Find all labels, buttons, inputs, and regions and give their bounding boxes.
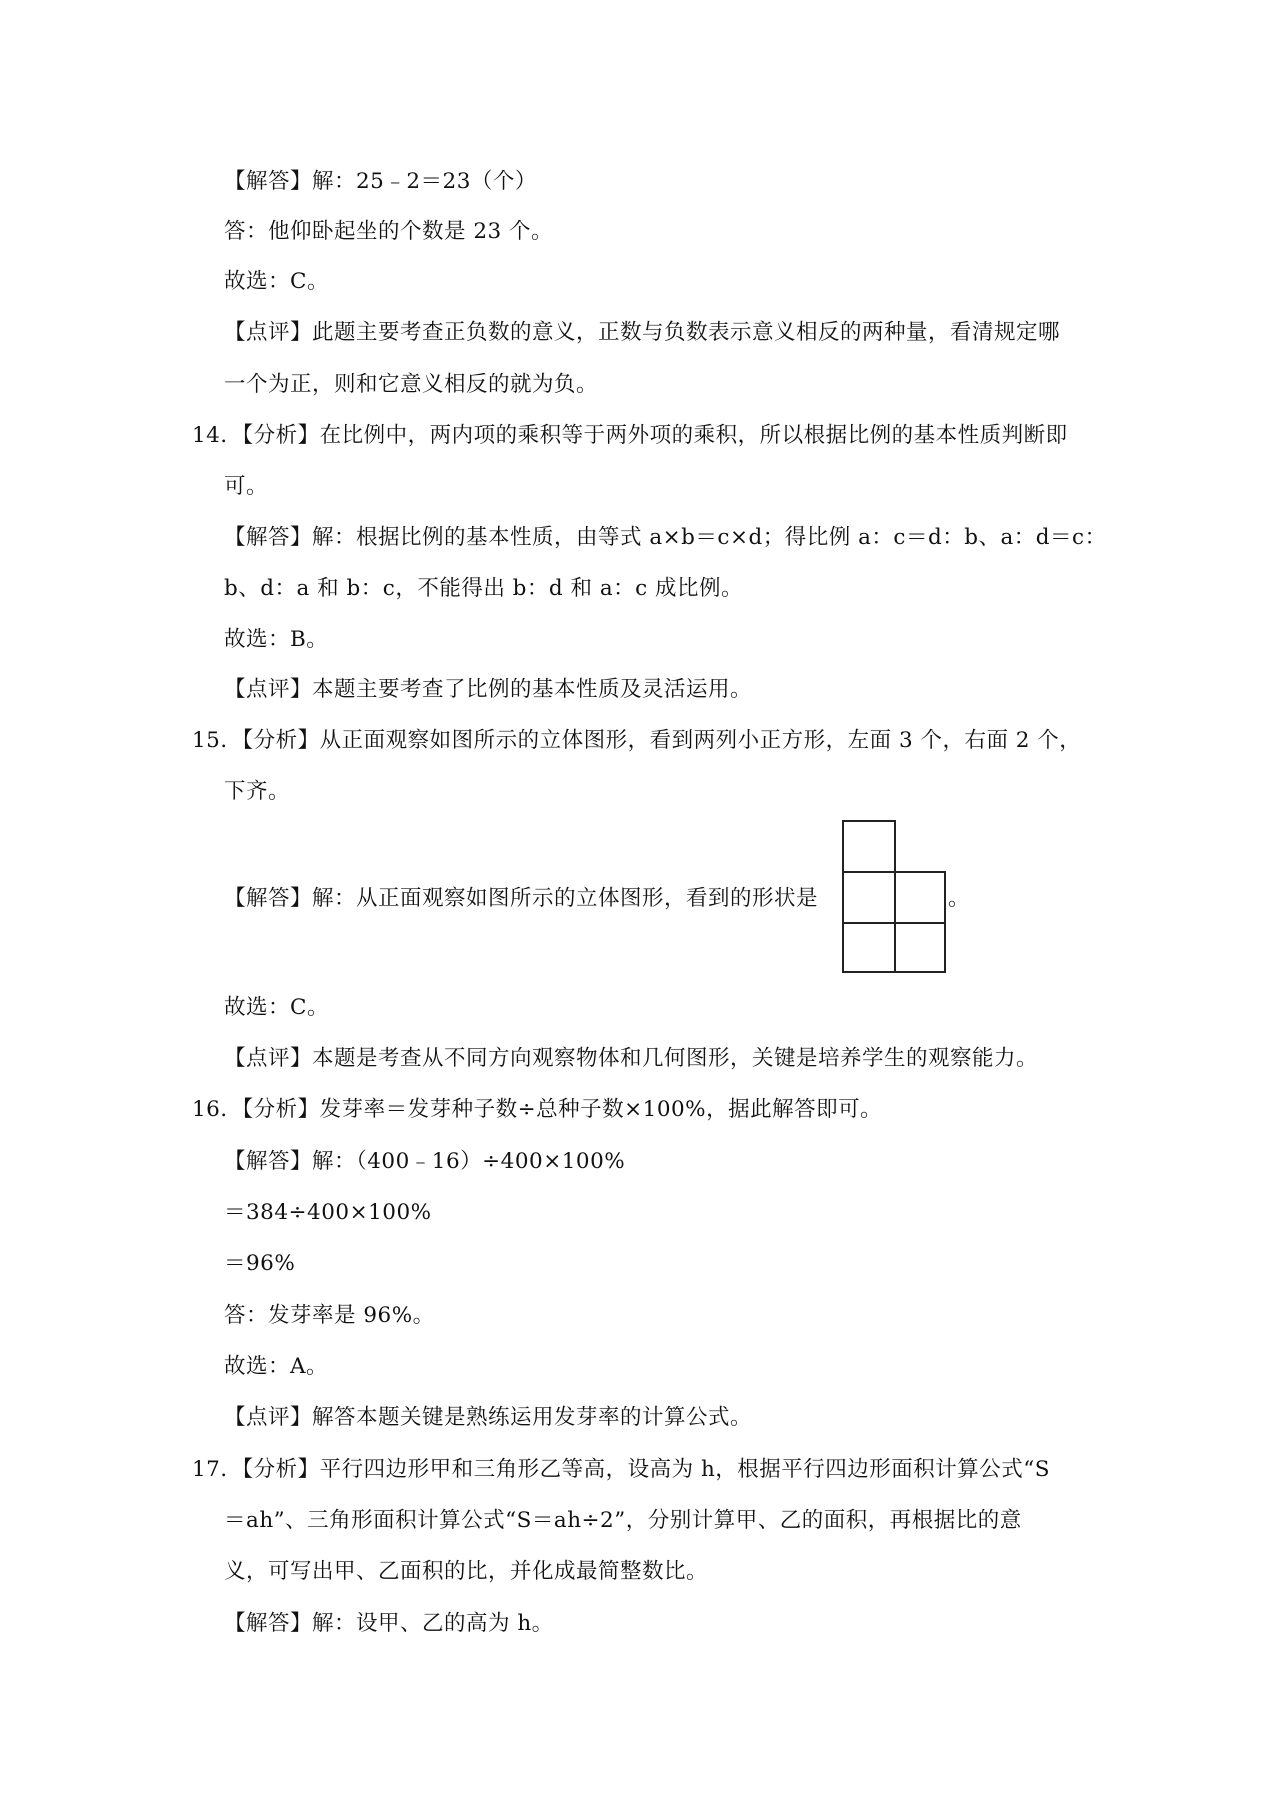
figure-square bbox=[894, 922, 946, 973]
text-line: 14．【分析】在比例中，两内项的乘积等于两外项的乘积，所以根据比例的基本性质判断即 bbox=[192, 423, 1068, 448]
text-line: 16．【分析】发芽率＝发芽种子数÷总种子数×100%，据此解答即可。 bbox=[192, 1097, 883, 1122]
text-line: ＝384÷400×100% bbox=[224, 1200, 432, 1225]
text-line: 【点评】解答本题关键是熟练运用发芽率的计算公式。 bbox=[224, 1405, 753, 1430]
text-line: 故选：C。 bbox=[224, 995, 329, 1020]
text-line: 【解答】解：25﹣2＝23（个） bbox=[224, 169, 537, 194]
text-line: 故选：B。 bbox=[224, 627, 329, 652]
figure-square bbox=[894, 871, 946, 924]
text-line: 可。 bbox=[224, 474, 269, 499]
text-line: 【解答】解：根据比例的基本性质，由等式 a×b＝c×d；得比例 a：c＝d：b、a：d＝c： bbox=[224, 525, 1107, 550]
text-line: 下齐。 bbox=[224, 779, 291, 804]
text-line: 【解答】解：从正面观察如图所示的立体图形，看到的形状是 bbox=[224, 886, 819, 911]
text-line: 17．【分析】平行四边形甲和三角形乙等高，设高为 h，根据平行四边形面积计算公式“S bbox=[192, 1457, 1051, 1482]
text-line: 故选：C。 bbox=[224, 269, 329, 294]
figure-square bbox=[842, 871, 896, 924]
text-line: 【解答】解：设甲、乙的高为 h。 bbox=[224, 1611, 554, 1636]
figure-square bbox=[842, 922, 896, 973]
text-line: 故选：A。 bbox=[224, 1354, 329, 1379]
text-line: 。 bbox=[948, 886, 971, 911]
text-line: 【点评】此题主要考查正负数的意义，正数与负数表示意义相反的两种量，看清规定哪 bbox=[224, 320, 1061, 345]
text-line: 义，可写出甲、乙面积的比，并化成最简整数比。 bbox=[224, 1559, 709, 1584]
front-view-figure bbox=[842, 820, 946, 973]
text-line: 【解答】解：（400﹣16）÷400×100% bbox=[224, 1149, 626, 1174]
text-line: 一个为正，则和它意义相反的就为负。 bbox=[224, 372, 599, 397]
text-line: 答：发芽率是 96%。 bbox=[224, 1303, 435, 1328]
text-line: 【点评】本题主要考查了比例的基本性质及灵活运用。 bbox=[224, 677, 753, 702]
text-line: 【点评】本题是考查从不同方向观察物体和几何图形，关键是培养学生的观察能力。 bbox=[224, 1046, 1039, 1071]
text-line: ＝96% bbox=[224, 1251, 296, 1276]
text-line: 答：他仰卧起坐的个数是 23 个。 bbox=[224, 219, 554, 244]
figure-square bbox=[842, 820, 896, 873]
text-line: b、d：a 和 b：c，不能得出 b：d 和 a：c 成比例。 bbox=[224, 576, 744, 601]
text-line: 15．【分析】从正面观察如图所示的立体图形，看到两列小正方形，左面 3 个，右面 2 个， bbox=[192, 728, 1082, 753]
text-line: ＝ah”、三角形面积计算公式“S＝ah÷2”，分别计算甲、乙的面积，再根据比的意 bbox=[224, 1508, 1022, 1533]
